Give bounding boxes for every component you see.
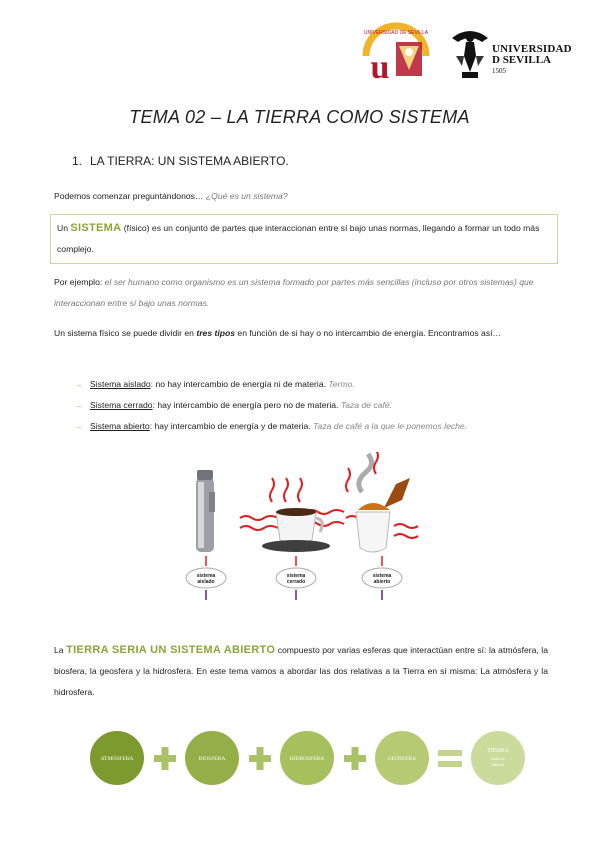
division-emph: tres tipos (196, 328, 236, 338)
intro-paragraph (54, 186, 548, 207)
arrow-icon: → (74, 421, 83, 431)
bubble-label-line2: abierto (373, 579, 391, 585)
university-seal-logo (356, 20, 436, 84)
university-logo (448, 26, 572, 82)
earth-keyword: TIERRA SERIA UN SISTEMA ABIERTO (66, 644, 276, 656)
list-item (74, 416, 467, 437)
label-bubble-abierto (362, 556, 402, 600)
bubble-label-line1: sistema (372, 573, 392, 579)
section-number: 1. (72, 154, 83, 168)
section-heading (72, 154, 289, 168)
type-desc: : hay intercambio de energía y de materia. (149, 421, 314, 431)
list-item (74, 395, 467, 416)
svg-text:u: u (370, 49, 390, 84)
type-desc: : no hay intercambio de energía ni de materia. (150, 379, 329, 389)
plus-icon (344, 747, 366, 770)
definition-text: (físico) es un conjunto de partes que interaccionan entre sí bajo unas normas, llegando a formar un todo más complejo. (57, 223, 540, 254)
list-item (74, 374, 467, 395)
type-example: Termo. (328, 379, 355, 389)
bubble-label-line1: sistema (286, 573, 306, 579)
bubble-label-line2: aislado (197, 579, 215, 585)
bubble-label-line1: sistema (196, 573, 216, 579)
equals-icon (438, 750, 462, 767)
plus-icon (249, 747, 271, 770)
section-label: LA TIERRA: UN SISTEMA ABIERTO. (90, 154, 289, 168)
sphere-label: BIOSFERA (198, 756, 226, 762)
thermos-icon (196, 470, 215, 552)
definition-box (50, 214, 558, 264)
division-paragraph (54, 323, 548, 344)
division-post: en función de si hay o no intercambio de energía. Encontramos así… (235, 328, 502, 338)
earth-text: compuesto por varias esferas que interactúan entre sí: la atmósfera, la biosfera, la geosfera y la hidrosfera. En este tema vamos a abordar las dos relativas a la Tierra en sí misma: La atmósfera y la hidrosfera. (54, 645, 548, 697)
systems-illustration (176, 452, 426, 607)
spheres-diagram (90, 728, 530, 798)
type-desc: : hay intercambio de energía pero no de materia. (152, 400, 341, 410)
plus-icon (154, 747, 176, 770)
intro-text: Podemos comenzar preguntándonos… (54, 191, 206, 201)
example-text: el ser humano como organismo es un sistema formado por partes más sencillas (incluso por otros sistemas) que interaccionan entre sí bajo unas normas. (54, 277, 534, 308)
sphere-result-sub: abierto (491, 762, 505, 767)
open-cup-icon (346, 452, 418, 552)
label-bubble-cerrado (276, 556, 316, 600)
arrow-icon: → (74, 400, 83, 410)
label-bubble-aislado (186, 556, 226, 600)
sphere-label: HIDROSFERA (289, 756, 325, 762)
page-title: TEMA 02 – LA TIERRA COMO SISTEMA (129, 107, 470, 127)
sphere-result-title: TIERRA (487, 748, 509, 754)
sphere-label: GEOSFERA (387, 756, 417, 762)
type-name: Sistema abierto (90, 421, 150, 431)
example-label: Por ejemplo: (54, 277, 105, 287)
bubble-label-line2: cerrado (286, 579, 306, 585)
type-example: Taza de café a la que le ponemos leche. (313, 421, 468, 431)
arrow-icon: → (74, 379, 83, 389)
logo-line-3: 1505 (492, 67, 506, 75)
system-types-list (74, 374, 467, 437)
coffee-cup-icon (240, 478, 344, 552)
example-paragraph (54, 272, 548, 314)
sphere-label: ATMÓSFERA (100, 756, 134, 762)
sphere-result-sub: sistema (491, 756, 505, 761)
definition-pre: Un (57, 223, 71, 233)
logo-line-1: UNIVERSIDAD (492, 43, 572, 55)
logo-line-2: D SEVILLA (492, 54, 551, 66)
type-example: Taza de café. (340, 400, 393, 410)
earth-pre: La (54, 645, 67, 655)
earth-paragraph (54, 640, 548, 703)
intro-question: ¿Qué es un sistema? (205, 191, 288, 201)
type-name: Sistema aislado (90, 379, 151, 389)
division-pre: Un sistema físico se puede dividir en (54, 328, 197, 338)
type-name: Sistema cerrado (90, 400, 153, 410)
svg-text:UNIVERSIDAD DE SEVILLA: UNIVERSIDAD DE SEVILLA (363, 30, 429, 36)
definition-keyword: SISTEMA (70, 222, 122, 234)
